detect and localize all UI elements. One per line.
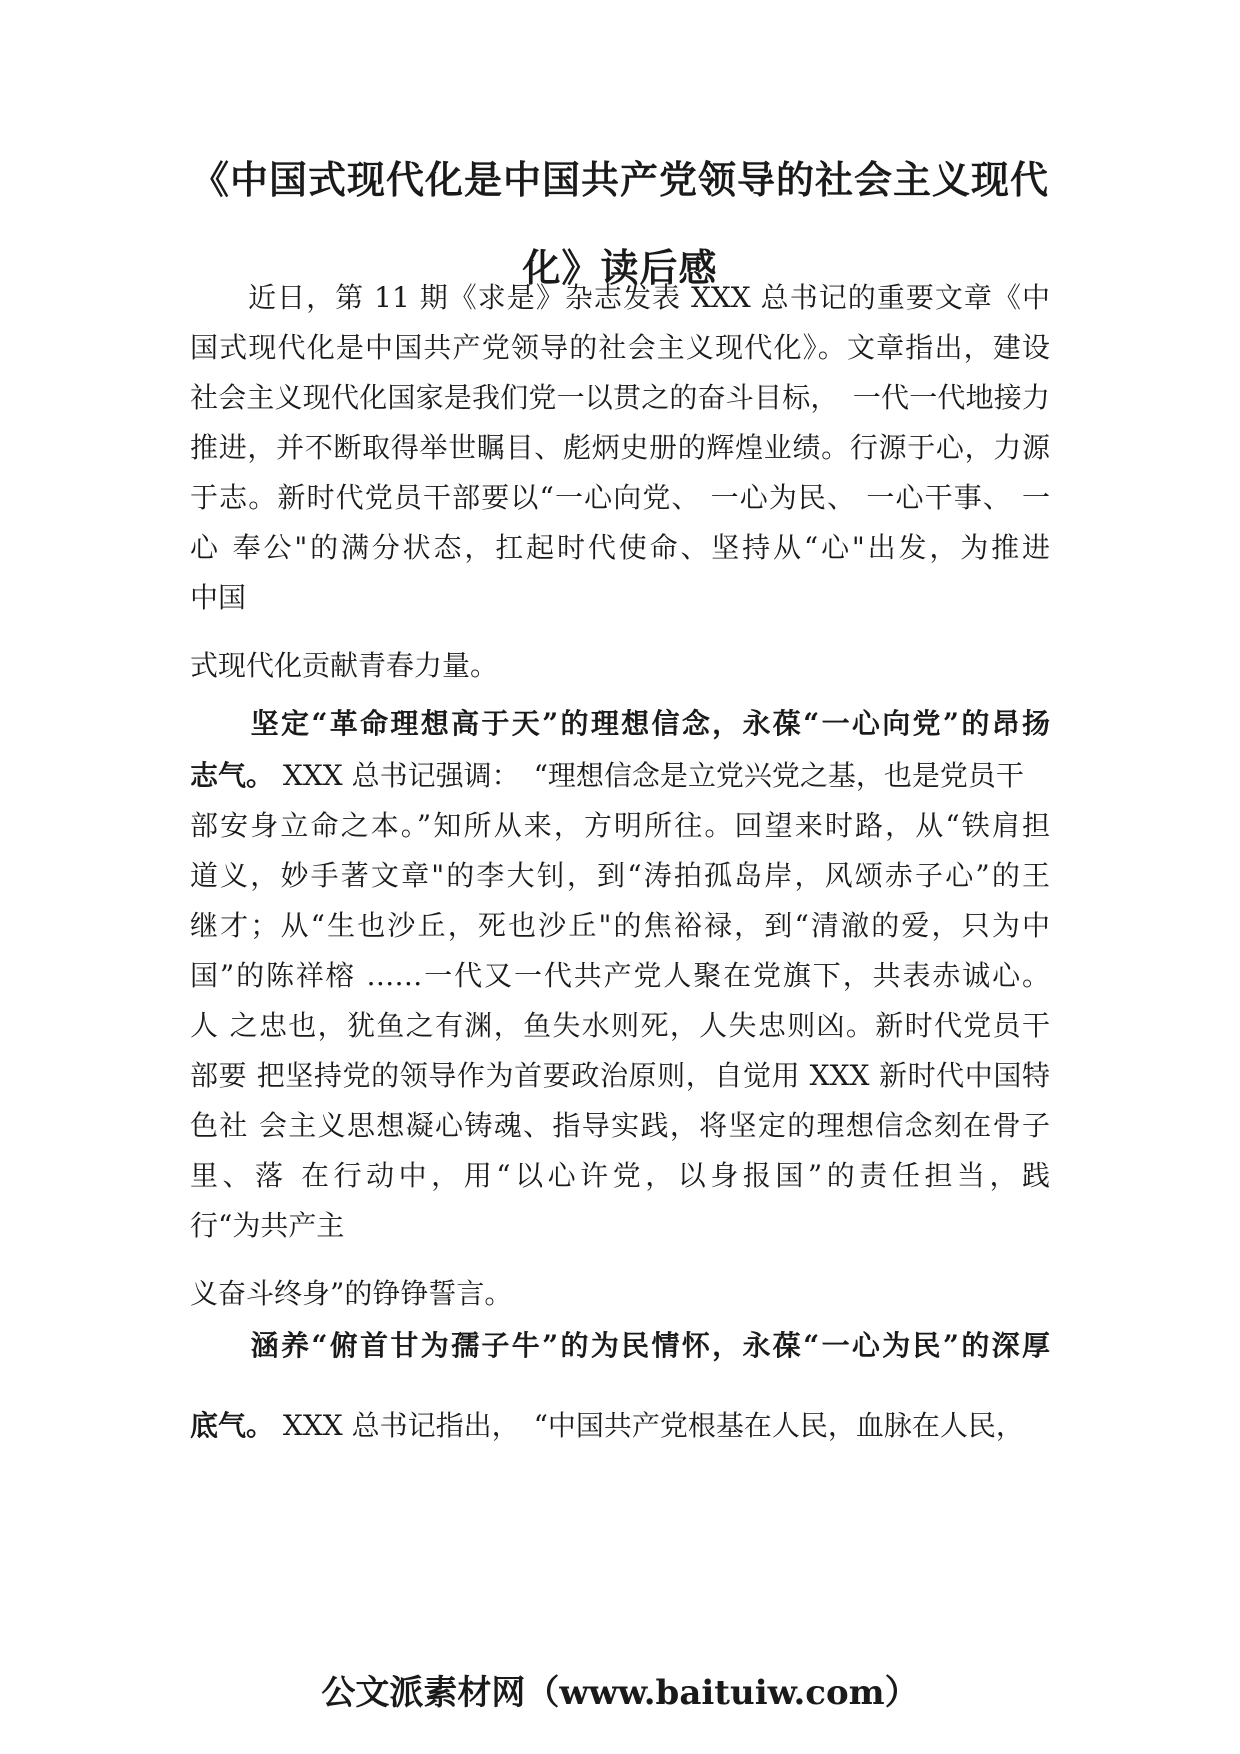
- section1-line: 继才；从“生也沙丘，死也沙丘"的焦裕禄，到“清澈的爱，只为中: [190, 909, 1050, 942]
- section1-line: 人 之忠也，犹鱼之有渊，鱼失水则死，人失忠则凶。新时代党员干: [190, 1009, 1050, 1042]
- section1-line: 国”的陈祥榕 ……一代又一代共产党人聚在党旗下，共表赤诚心。: [190, 959, 1050, 992]
- section1-line: 义奋斗终身”的铮铮誓言。: [190, 1277, 513, 1310]
- section2-heading-tail: 底气。: [190, 1409, 275, 1442]
- section1-line: 色社 会主义思想凝心铸魂、指导实践，将坚定的理想信念刻在骨子: [190, 1109, 1050, 1142]
- intro-line: 国式现代化是中国共产党领导的社会主义现代化》。文章指出，建设: [190, 331, 1050, 364]
- document-title-line-2: 化》读后感: [522, 245, 718, 290]
- section1-line: 道义，妙手著文章"的李大钊，到“涛拍孤岛岸，风颂赤子心”的王: [190, 859, 1050, 892]
- intro-line: 推进，并不断取得举世瞩目、彪炳史册的辉煌业绩。行源于心，力源: [190, 431, 1050, 464]
- intro-line: 中国: [190, 581, 247, 614]
- section1-line: 部安身立命之本。”知所从来，方明所往。回望来时路，从“铁肩担: [190, 809, 1050, 842]
- intro-line: 心 奉公"的满分状态，扛起时代使命、坚持从“心"出发，为推进: [190, 531, 1050, 564]
- section1-heading-tail: 志气。: [190, 759, 275, 792]
- section1-heading: 坚定“革命理想高于天”的理想信念，永葆“一心向党”的昂扬: [190, 707, 1050, 740]
- document-title-line-1: 《中国式现代化是中国共产党领导的社会主义现代: [190, 157, 1049, 202]
- intro-line: 于志。新时代党员干部要以“一心向党、 一心为民、 一心干事、 一: [190, 481, 1050, 514]
- section1-line: 行“为共产主: [190, 1209, 345, 1242]
- intro-line: 式现代化贡献青春力量。: [190, 649, 499, 682]
- section1-line: 部要 把坚持党的领导作为首要政治原则，自觉用 XXX 新时代中国特: [190, 1059, 1050, 1092]
- page-footer: 公文派素材网（www.baituiw.com）: [321, 1673, 919, 1713]
- section1-line: 里、落 在行动中，用“以心许党，以身报国”的责任担当，践: [190, 1159, 1050, 1192]
- section2-line-text: XXX 总书记指出， “中国共产党根基在人民，血脉在人民，: [274, 1409, 1024, 1442]
- section2-first-line: [190, 1410, 1050, 1442]
- section2-heading: 涵养“俯首甘为孺子牛”的为民情怀，永葆“一心为民”的深厚: [190, 1329, 1050, 1362]
- section1-first-line: [190, 760, 1050, 792]
- intro-line: 社会主义现代化国家是我们党一以贯之的奋斗目标， 一代一代地接力: [190, 381, 1050, 414]
- section1-line-text: XXX 总书记强调： “理想信念是立党兴党之基，也是党员干: [274, 759, 1024, 792]
- intro-line: 近日，第 11 期《求是》杂志发表 XXX 总书记的重要文章《中: [190, 281, 1050, 314]
